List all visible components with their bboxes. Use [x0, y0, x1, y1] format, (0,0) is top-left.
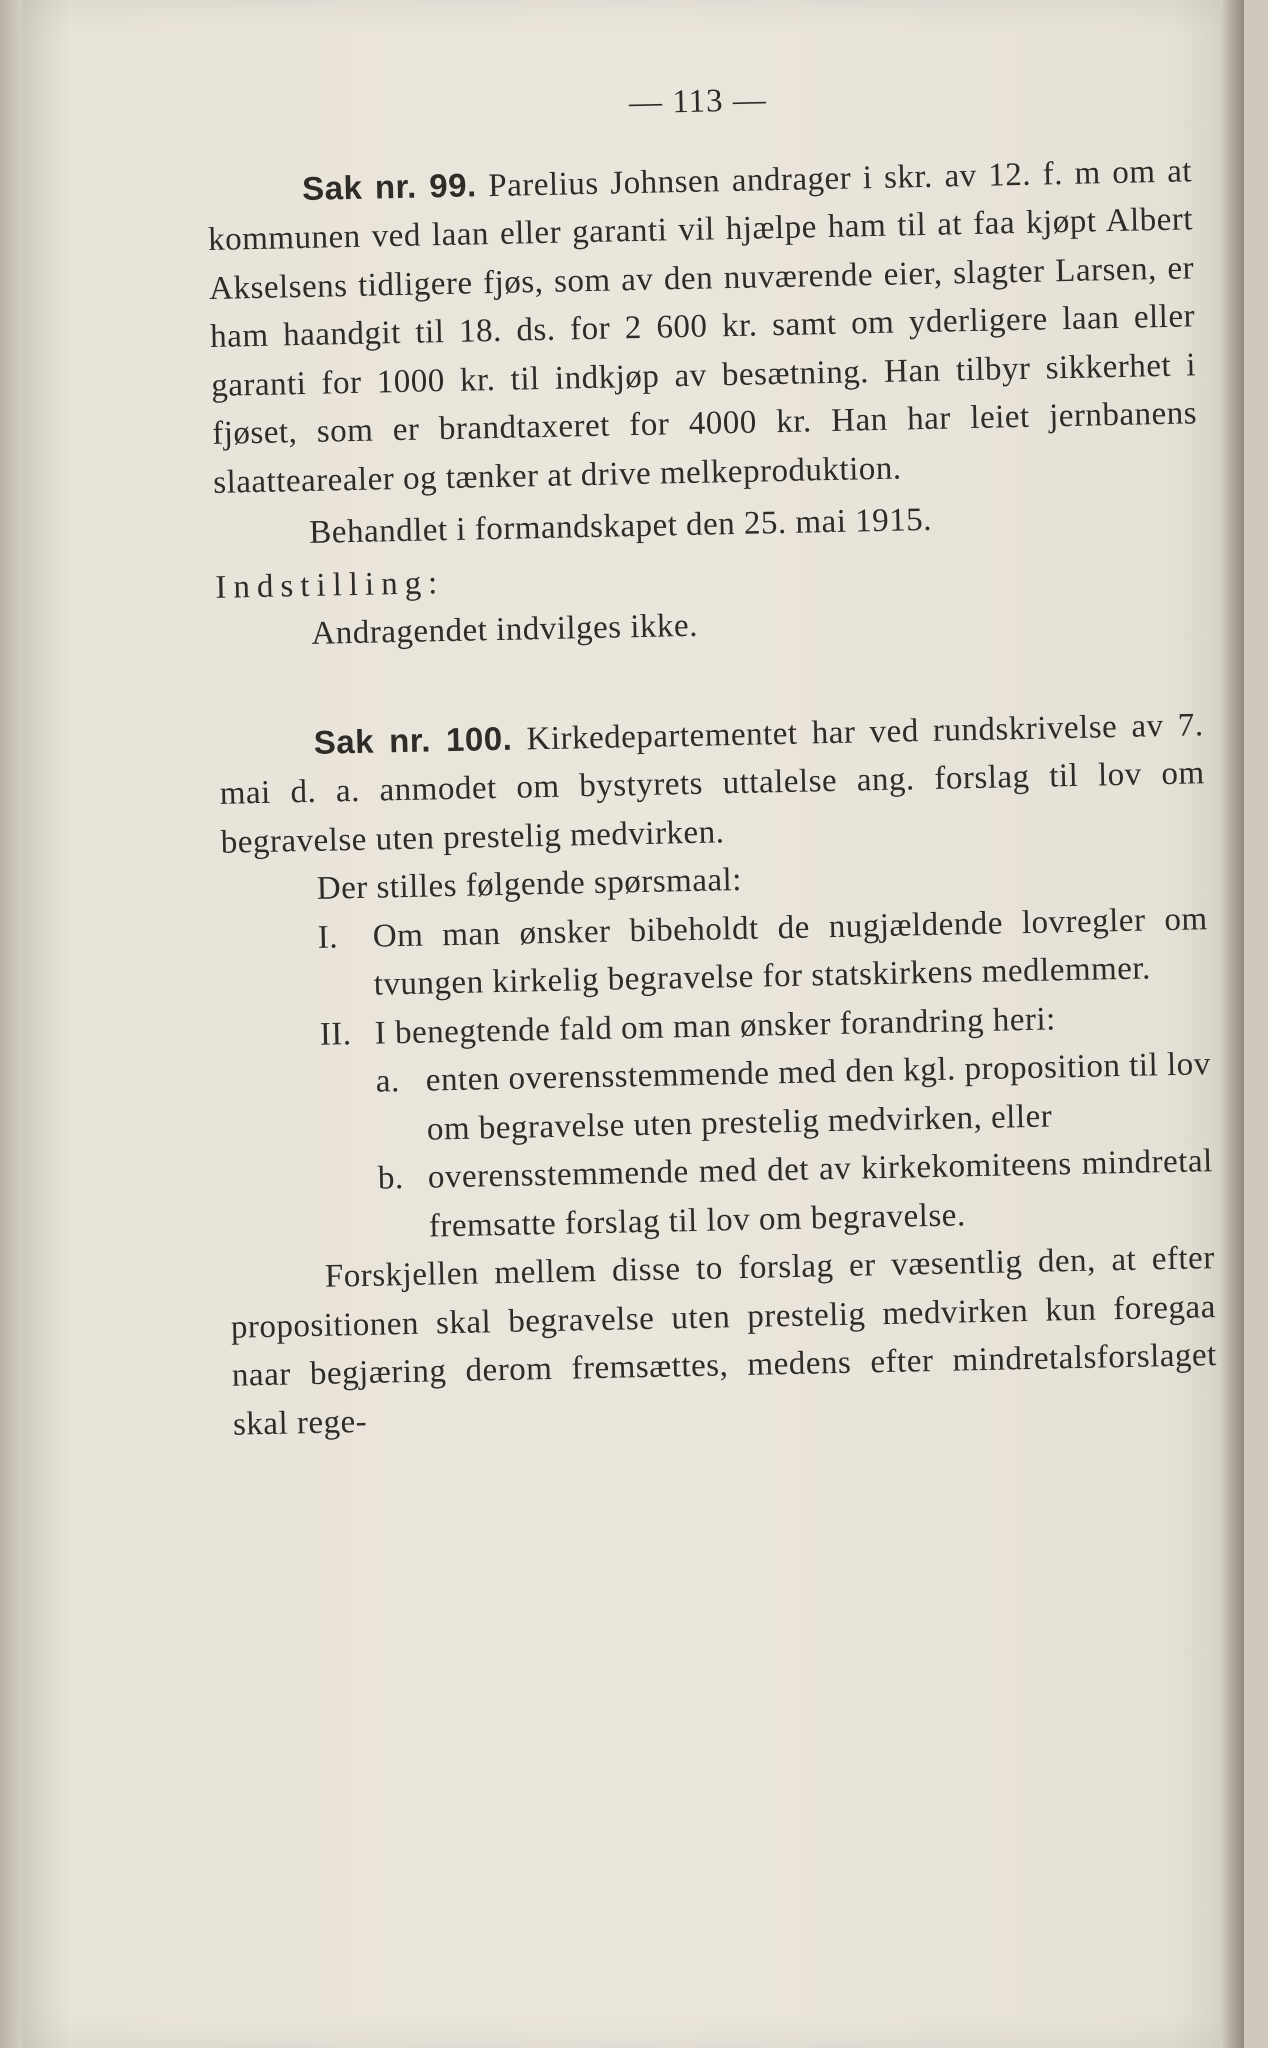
case-99-recommendation-heading: Indstilling:	[215, 564, 445, 606]
question-2a	[375, 1040, 1212, 1154]
case-100-label: Sak nr. 100.	[313, 719, 513, 761]
case-100-difference: Forskjellen mellem disse to forslag er væsentlig den, at efter propositionen skal begravelse uten prestelig medvirken kun foregaa naar begjæring derom fremsættes, medens efter mindretalsforslaget skal rege-	[230, 1240, 1218, 1443]
question-2-text: I benegtende fald om man ønsker forandring heri:	[374, 1000, 1057, 1052]
page-edge-left	[0, 0, 22, 2048]
case-99-paragraph	[207, 146, 1199, 507]
page-edge-right	[1220, 0, 1244, 2048]
question-2b-text: overensstemmende med det av kirkekomiteens mindretal fremsatte forslag til lov om begravelse.	[427, 1143, 1214, 1245]
question-2a-text: enten overensstemmende med den kgl. proposition til lov om begravelse uten prestelig medvirken, eller	[425, 1046, 1212, 1148]
question-2a-marker: a.	[375, 1063, 401, 1100]
case-100-text: Kirkedepartementet har ved rundskrivelse av 7. mai d. a. anmodet om bystyrets uttalelse ang. forslag til lov om begravelse uten prestelig medvirken.	[219, 706, 1205, 861]
question-1-marker: I.	[317, 918, 339, 956]
question-1-text: Om man ønsker bibeholdt de nugjældende lovregler om tvungen kirkelig begravelse for statskirkens medlemmer.	[372, 900, 1208, 1003]
case-99-label: Sak nr. 99.	[301, 165, 478, 207]
question-1	[317, 895, 1209, 1011]
question-2b-marker: b.	[377, 1160, 404, 1197]
case-100-questions-intro: Der stilles følgende spørsmaal:	[316, 861, 743, 907]
question-2-marker: II.	[319, 1015, 352, 1053]
case-100-paragraph	[218, 700, 1206, 867]
case-99-recommendation: Andragendet indvilges ikke.	[311, 607, 699, 652]
case-99-text: Parelius Johnsen andrager i skr. av 12. f. m om at kommunen ved laan eller garanti vil hjælpe ham til at faa kjøpt Albert Akselsens tidligere fjøs, som av den nuværende eier, slagter Larsen, er ham haandgit til 18. ds. for 2 600 kr. samt om yderligere laan eller garanti for 1000 kr. til indkjøp av besætning. Han tilbyr sikkerhet i fjøset, som er brandtaxeret for 4000 kr. Han har leiet jernbanens slaattearealer og tænker at drive melkeproduktion.	[207, 152, 1198, 501]
question-2b	[377, 1137, 1214, 1251]
case-99-handled: Behandlet i formandskapet den 25. mai 1915.	[308, 501, 933, 551]
page-number: — 113 —	[628, 82, 768, 122]
page-text	[205, 67, 1218, 1448]
